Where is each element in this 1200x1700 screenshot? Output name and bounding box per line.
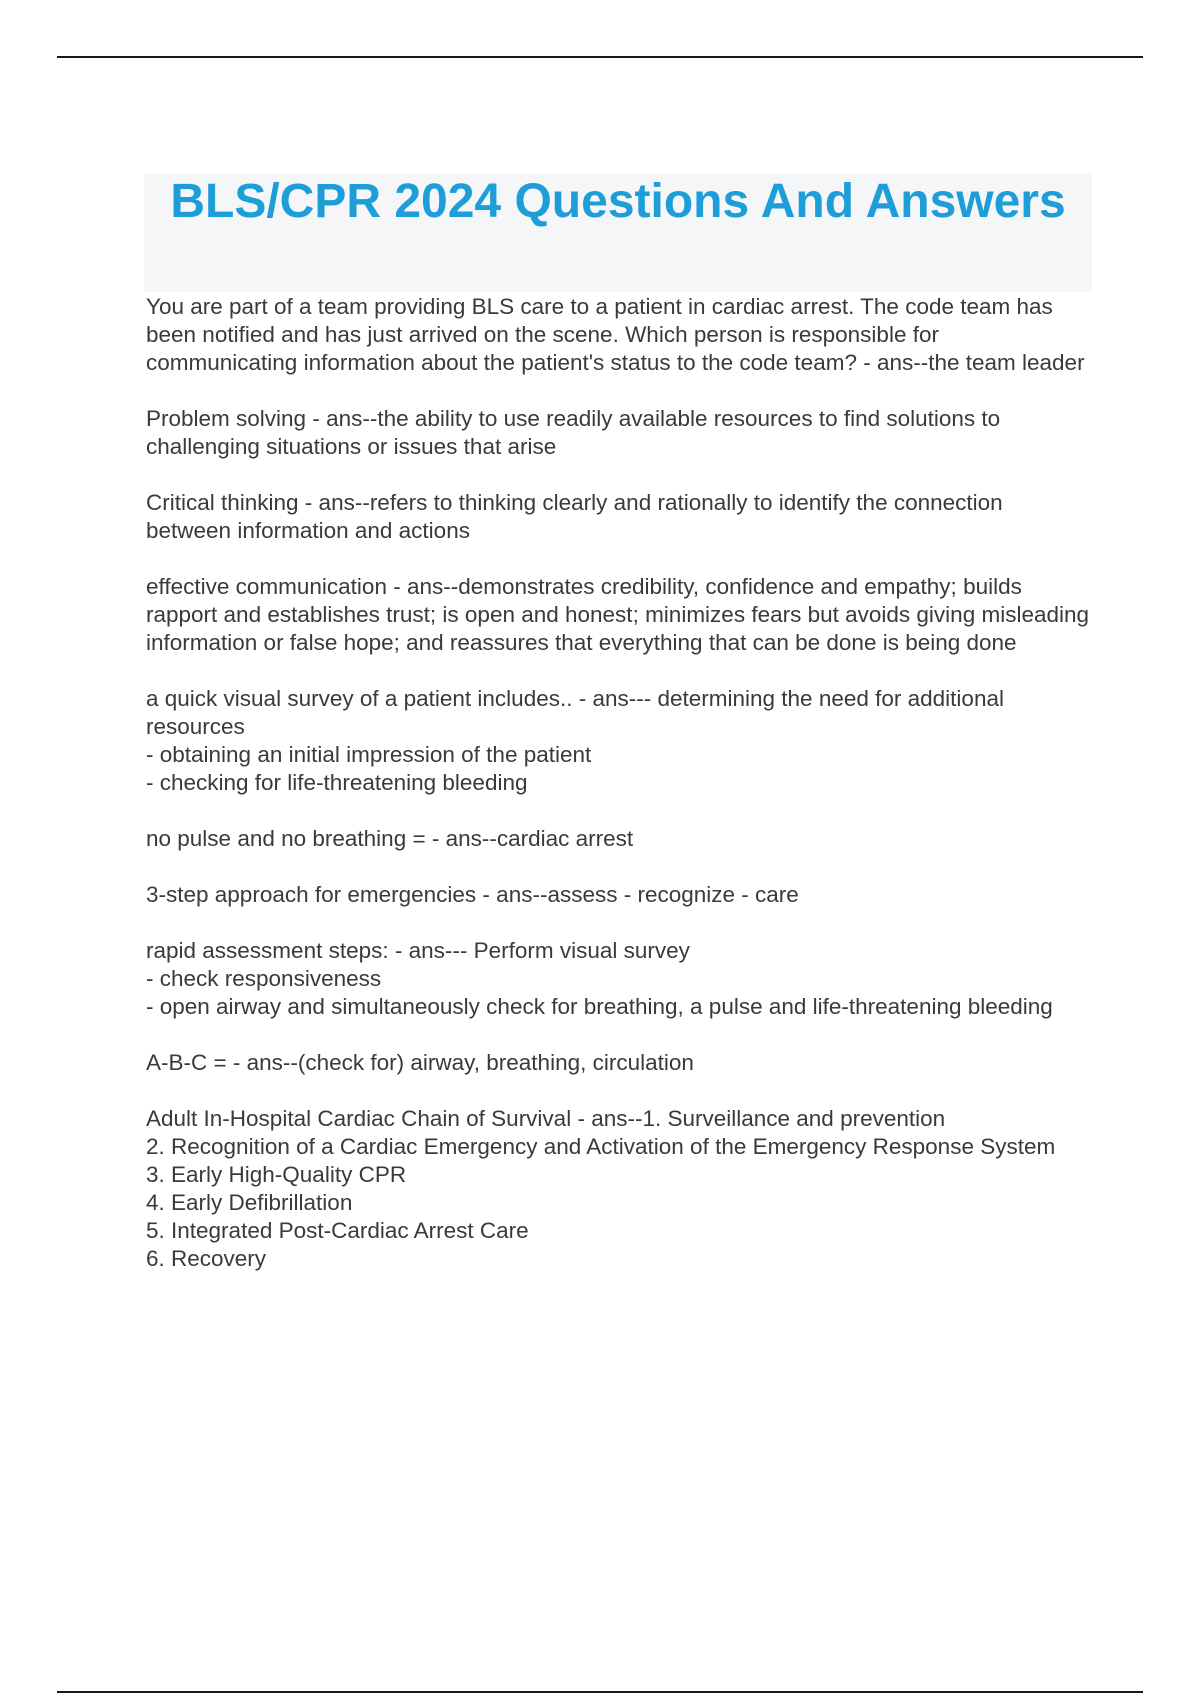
- qa-line: You are part of a team providing BLS care to a patient in cardiac arrest. The code team has been notified and has just arrived on the scene. Which person is responsible for communicating information about the patient's status to the code team? - ans--the team leader: [146, 294, 1085, 375]
- qa-line: 5. Integrated Post-Cardiac Arrest Care: [146, 1218, 529, 1243]
- qa-entry: [146, 293, 1092, 377]
- qa-entry: [146, 1049, 1092, 1077]
- qa-entry: [146, 685, 1092, 797]
- qa-line: - open airway and simultaneously check for breathing, a pulse and life-threatening bleeding: [146, 994, 1053, 1019]
- qa-line: rapid assessment steps: - ans--- Perform visual survey: [146, 938, 690, 963]
- qa-line: 6. Recovery: [146, 1246, 267, 1271]
- qa-line: a quick visual survey of a patient includes.. - ans--- determining the need for additional resources: [146, 686, 1004, 739]
- qa-entry: [146, 937, 1092, 1021]
- qa-entry: [146, 405, 1092, 461]
- qa-content: [146, 293, 1092, 1301]
- qa-line: Problem solving - ans--the ability to use readily available resources to find solutions to challenging situations or issues that arise: [146, 406, 1001, 459]
- qa-line: 4. Early Defibrillation: [146, 1190, 353, 1215]
- qa-line: effective communication - ans--demonstrates credibility, confidence and empathy; builds rapport and establishes trust; is open and honest; minimizes fears but avoids giving misleading information or false hope; and reassures that everything that can be done is being done: [146, 574, 1090, 655]
- qa-line: - obtaining an initial impression of the patient: [146, 742, 592, 767]
- qa-line: A-B-C = - ans--(check for) airway, breathing, circulation: [146, 1050, 694, 1075]
- qa-entry: [146, 1105, 1092, 1273]
- top-rule: [57, 56, 1143, 58]
- document-title: BLS/CPR 2024 Questions And Answers: [170, 175, 1066, 228]
- qa-line: Critical thinking - ans--refers to thinking clearly and rationally to identify the connection between information and actions: [146, 490, 1003, 543]
- qa-entry: [146, 881, 1092, 909]
- qa-entry: [146, 573, 1092, 657]
- qa-line: Adult In-Hospital Cardiac Chain of Survival - ans--1. Surveillance and prevention: [146, 1106, 946, 1131]
- qa-entry: [146, 825, 1092, 853]
- qa-line: - check responsiveness: [146, 966, 382, 991]
- qa-line: no pulse and no breathing = - ans--cardiac arrest: [146, 826, 634, 851]
- bottom-rule: [57, 1691, 1143, 1693]
- qa-entry: [146, 489, 1092, 545]
- qa-line: 3. Early High-Quality CPR: [146, 1162, 407, 1187]
- qa-line: 3-step approach for emergencies - ans--assess - recognize - care: [146, 882, 799, 907]
- qa-line: - checking for life-threatening bleeding: [146, 770, 528, 795]
- qa-line: 2. Recognition of a Cardiac Emergency and Activation of the Emergency Response System: [146, 1134, 1056, 1159]
